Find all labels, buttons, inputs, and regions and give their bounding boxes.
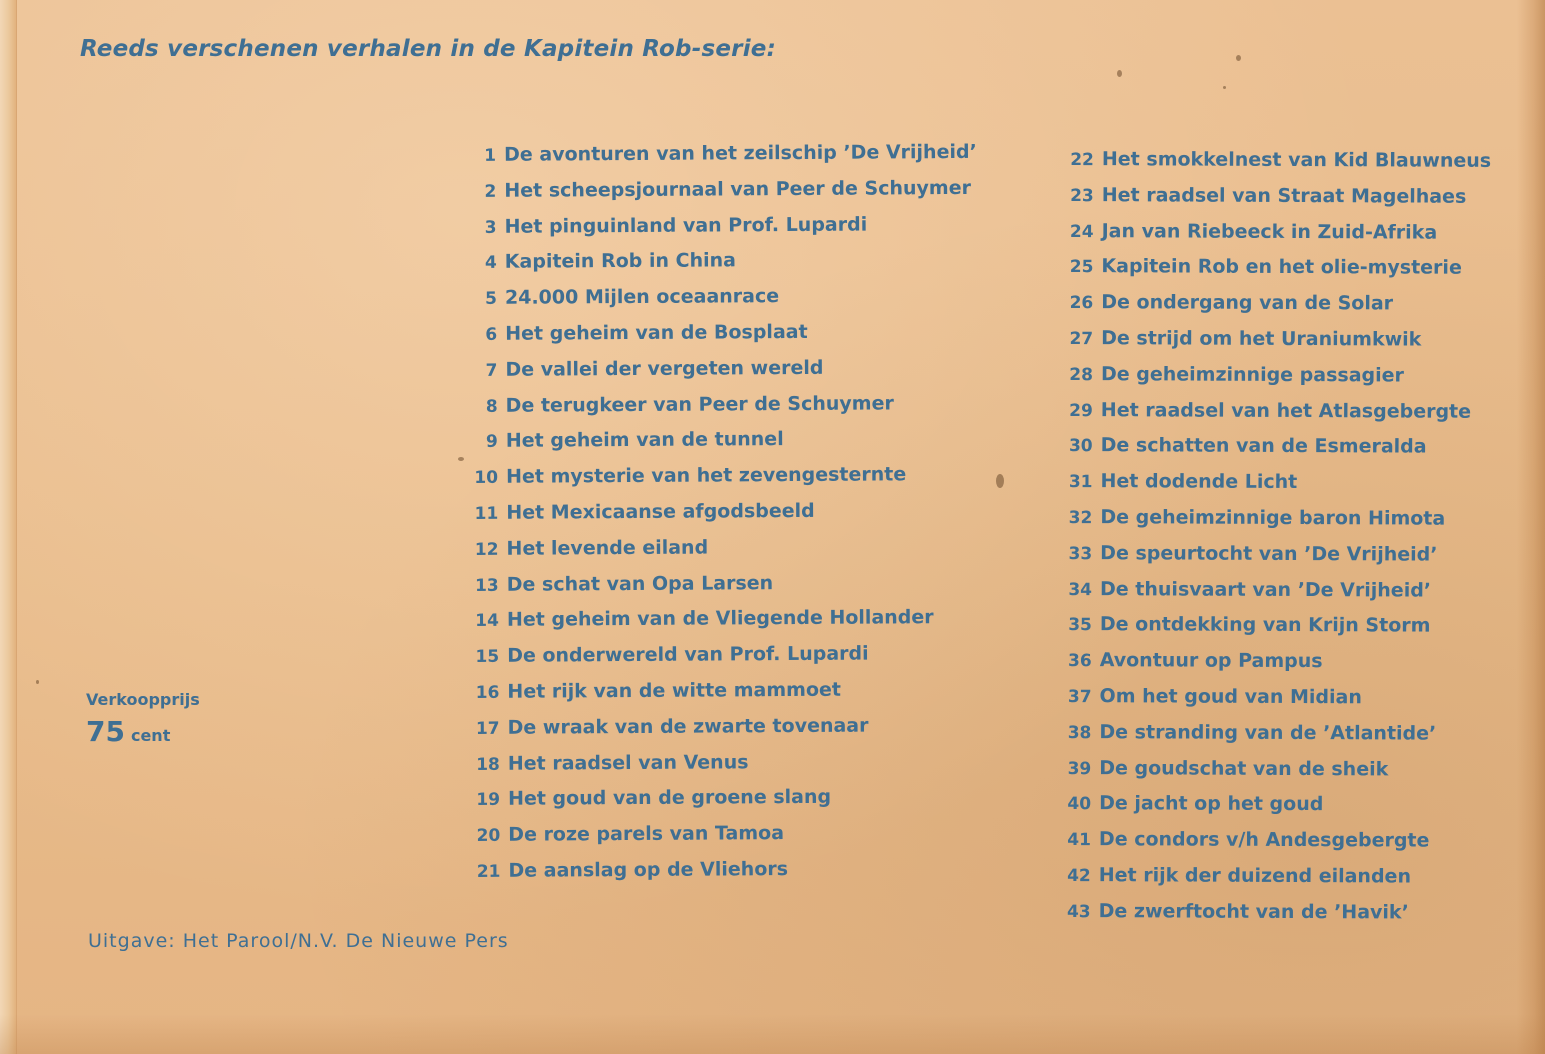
titles-list-right bbox=[1061, 142, 1492, 931]
title-text: De speurtocht van ’De Vrijheid’ bbox=[1100, 541, 1438, 566]
title-number: 31 bbox=[1068, 472, 1093, 493]
paper-speck bbox=[458, 457, 464, 461]
series-heading: Reeds verschenen verhalen in de Kapitein Rob-serie: bbox=[80, 36, 776, 62]
paper-speck bbox=[1117, 70, 1122, 77]
title-number: 18 bbox=[476, 754, 500, 775]
title-text: 24.000 Mijlen oceaanrace bbox=[504, 285, 780, 309]
list-item bbox=[1061, 858, 1488, 896]
title-number: 20 bbox=[476, 825, 501, 847]
title-text: Het rijk der duizend eilanden bbox=[1098, 864, 1412, 888]
page-edge-left bbox=[0, 0, 17, 1054]
list-item bbox=[470, 815, 981, 854]
list-item bbox=[1063, 393, 1490, 431]
list-item bbox=[469, 672, 980, 711]
publisher-line: Uitgave: Het Parool/N.V. De Nieuwe Pers bbox=[88, 930, 509, 952]
title-text: De condors v/h Andesgebergte bbox=[1098, 828, 1430, 852]
price-amount bbox=[86, 715, 200, 748]
title-text: Het levende eiland bbox=[506, 536, 709, 560]
title-number: 22 bbox=[1070, 150, 1094, 171]
list-item bbox=[467, 350, 978, 389]
title-text: Het raadsel van Venus bbox=[507, 750, 749, 775]
title-number: 13 bbox=[475, 575, 499, 596]
title-text: De schatten van de Esmeralda bbox=[1100, 434, 1427, 458]
title-text: Het smokkelnest van Kid Blauwneus bbox=[1101, 148, 1492, 172]
title-number: 42 bbox=[1067, 865, 1091, 887]
title-number: 38 bbox=[1067, 722, 1092, 743]
list-item bbox=[1062, 679, 1489, 717]
title-number: 17 bbox=[475, 718, 500, 739]
title-number: 30 bbox=[1068, 436, 1093, 457]
title-text: Om het goud van Midian bbox=[1099, 685, 1362, 709]
title-number: 1 bbox=[484, 145, 497, 166]
title-number: 10 bbox=[474, 467, 499, 489]
title-text: De onderwereld van Prof. Lupardi bbox=[507, 642, 869, 667]
title-text: De terugkeer van Peer de Schuymer bbox=[505, 391, 894, 417]
title-text: De zwerftocht van de ’Havik’ bbox=[1098, 899, 1409, 924]
title-text: Kapitein Rob en het olie-mysterie bbox=[1101, 255, 1462, 280]
page-edge-right bbox=[1517, 0, 1545, 1054]
title-text: De wraak van de zwarte tovenaar bbox=[507, 714, 869, 739]
title-number: 6 bbox=[485, 324, 498, 345]
title-text: De geheimzinnige baron Himota bbox=[1100, 506, 1446, 530]
title-number: 14 bbox=[475, 611, 500, 632]
paper-speck bbox=[36, 680, 39, 684]
title-text: De aanslag op de Vliehors bbox=[508, 857, 789, 882]
list-item bbox=[469, 708, 980, 747]
price-label: Verkoopprijs bbox=[86, 690, 200, 709]
title-number: 5 bbox=[485, 289, 498, 310]
title-number: 37 bbox=[1067, 686, 1092, 708]
list-item bbox=[468, 529, 979, 568]
list-item bbox=[1063, 285, 1490, 323]
list-item bbox=[467, 278, 978, 317]
list-item bbox=[1061, 786, 1488, 824]
list-item bbox=[468, 493, 979, 532]
price-unit: cent bbox=[130, 726, 171, 745]
list-item bbox=[1062, 464, 1489, 502]
list-item bbox=[469, 636, 980, 675]
title-text: De geheimzinnige passagier bbox=[1100, 362, 1404, 387]
list-item bbox=[466, 135, 977, 174]
list-item bbox=[1062, 572, 1489, 610]
title-number: 19 bbox=[476, 790, 501, 811]
list-item bbox=[1062, 536, 1489, 574]
title-text: De goudschat van de sheik bbox=[1099, 756, 1389, 780]
list-item bbox=[1063, 321, 1490, 359]
title-text: Het Mexicaanse afgodsbeeld bbox=[506, 499, 815, 524]
title-number: 28 bbox=[1069, 364, 1094, 385]
list-item bbox=[1063, 357, 1490, 395]
title-text: Het geheim van de tunnel bbox=[505, 428, 784, 453]
title-text: Het geheim van de Vliegende Hollander bbox=[506, 606, 934, 632]
title-number: 3 bbox=[484, 217, 497, 238]
title-number: 7 bbox=[485, 360, 498, 381]
title-number: 26 bbox=[1069, 293, 1094, 314]
title-number: 40 bbox=[1067, 794, 1092, 815]
list-item bbox=[1064, 214, 1491, 252]
title-text: De avonturen van het zeilschip ’De Vrijheid’ bbox=[504, 140, 977, 166]
list-item bbox=[469, 564, 980, 603]
title-number: 29 bbox=[1069, 400, 1093, 421]
title-text: De ontdekking van Krijn Storm bbox=[1099, 613, 1431, 637]
list-item bbox=[466, 206, 977, 245]
list-item bbox=[1062, 607, 1489, 645]
title-text: Het rijk van de witte mammoet bbox=[507, 678, 842, 703]
title-number: 27 bbox=[1069, 329, 1094, 350]
title-text: De vallei der vergeten wereld bbox=[505, 356, 824, 381]
list-item bbox=[1062, 643, 1489, 681]
title-number: 43 bbox=[1066, 901, 1091, 922]
title-number: 15 bbox=[475, 646, 500, 668]
title-text: De stranding van de ’Atlantide’ bbox=[1099, 720, 1437, 745]
title-number: 12 bbox=[474, 539, 499, 560]
page-edge-bottom bbox=[0, 1014, 1545, 1054]
paper-speck bbox=[996, 474, 1004, 488]
title-text: De jacht op het goud bbox=[1099, 792, 1324, 816]
title-number: 24 bbox=[1069, 221, 1094, 242]
list-item bbox=[470, 851, 981, 890]
title-text: Het raadsel van het Atlasgebergte bbox=[1100, 398, 1472, 423]
title-text: Het pinguinland van Prof. Lupardi bbox=[504, 213, 868, 238]
list-item bbox=[470, 743, 981, 782]
list-item bbox=[1061, 715, 1488, 753]
list-item bbox=[468, 421, 979, 460]
title-text: Het scheepsjournaal van Peer de Schuymer bbox=[504, 176, 971, 202]
list-item bbox=[467, 314, 978, 353]
title-text: Avontuur op Pampus bbox=[1099, 649, 1323, 673]
list-item bbox=[1063, 249, 1490, 287]
title-text: De strijd om het Uraniumkwik bbox=[1101, 327, 1422, 351]
title-number: 25 bbox=[1069, 257, 1094, 278]
title-number: 2 bbox=[484, 181, 497, 202]
price-block bbox=[86, 690, 200, 748]
title-number: 35 bbox=[1068, 615, 1092, 636]
title-number: 9 bbox=[485, 432, 498, 453]
title-number: 4 bbox=[484, 253, 497, 274]
list-item bbox=[1064, 142, 1491, 180]
title-number: 8 bbox=[485, 396, 498, 417]
title-text: Het raadsel van Straat Magelhaes bbox=[1101, 183, 1467, 208]
price-value: 75 bbox=[86, 715, 125, 748]
title-number: 16 bbox=[475, 682, 500, 703]
title-number: 33 bbox=[1068, 543, 1093, 564]
list-item bbox=[466, 171, 977, 210]
title-number: 34 bbox=[1068, 579, 1093, 600]
list-item bbox=[467, 242, 978, 281]
title-text: Kapitein Rob in China bbox=[504, 249, 736, 274]
list-item bbox=[468, 385, 979, 424]
title-number: 41 bbox=[1067, 830, 1091, 851]
list-item bbox=[470, 779, 981, 818]
title-number: 36 bbox=[1068, 651, 1092, 672]
title-number: 32 bbox=[1068, 507, 1093, 529]
list-item bbox=[1061, 894, 1488, 932]
title-text: De schat van Opa Larsen bbox=[506, 571, 774, 596]
title-text: Het geheim van de Bosplaat bbox=[505, 320, 808, 345]
title-text: De ondergang van de Solar bbox=[1101, 291, 1394, 315]
list-item bbox=[1064, 178, 1491, 216]
title-text: Het goud van de groene slang bbox=[507, 786, 832, 811]
title-text: De thuisvaart van ’De Vrijheid’ bbox=[1100, 577, 1432, 602]
title-text: Jan van Riebeeck in Zuid-Afrika bbox=[1101, 219, 1438, 244]
title-number: 23 bbox=[1070, 185, 1094, 206]
titles-list-left bbox=[466, 135, 981, 890]
paper-speck bbox=[1223, 86, 1226, 89]
list-item bbox=[1062, 500, 1489, 538]
title-text: Het dodende Licht bbox=[1100, 470, 1298, 494]
title-text: De roze parels van Tamoa bbox=[508, 822, 785, 846]
list-item bbox=[469, 600, 980, 639]
list-item bbox=[1063, 428, 1490, 466]
title-number: 21 bbox=[476, 861, 501, 882]
title-number: 39 bbox=[1067, 758, 1092, 779]
list-item bbox=[1061, 751, 1488, 789]
title-number: 11 bbox=[474, 503, 499, 524]
title-text: Het mysterie van het zevengesternte bbox=[506, 463, 907, 488]
list-item bbox=[1061, 822, 1488, 860]
list-item bbox=[468, 457, 979, 496]
paper-speck bbox=[1236, 55, 1241, 61]
